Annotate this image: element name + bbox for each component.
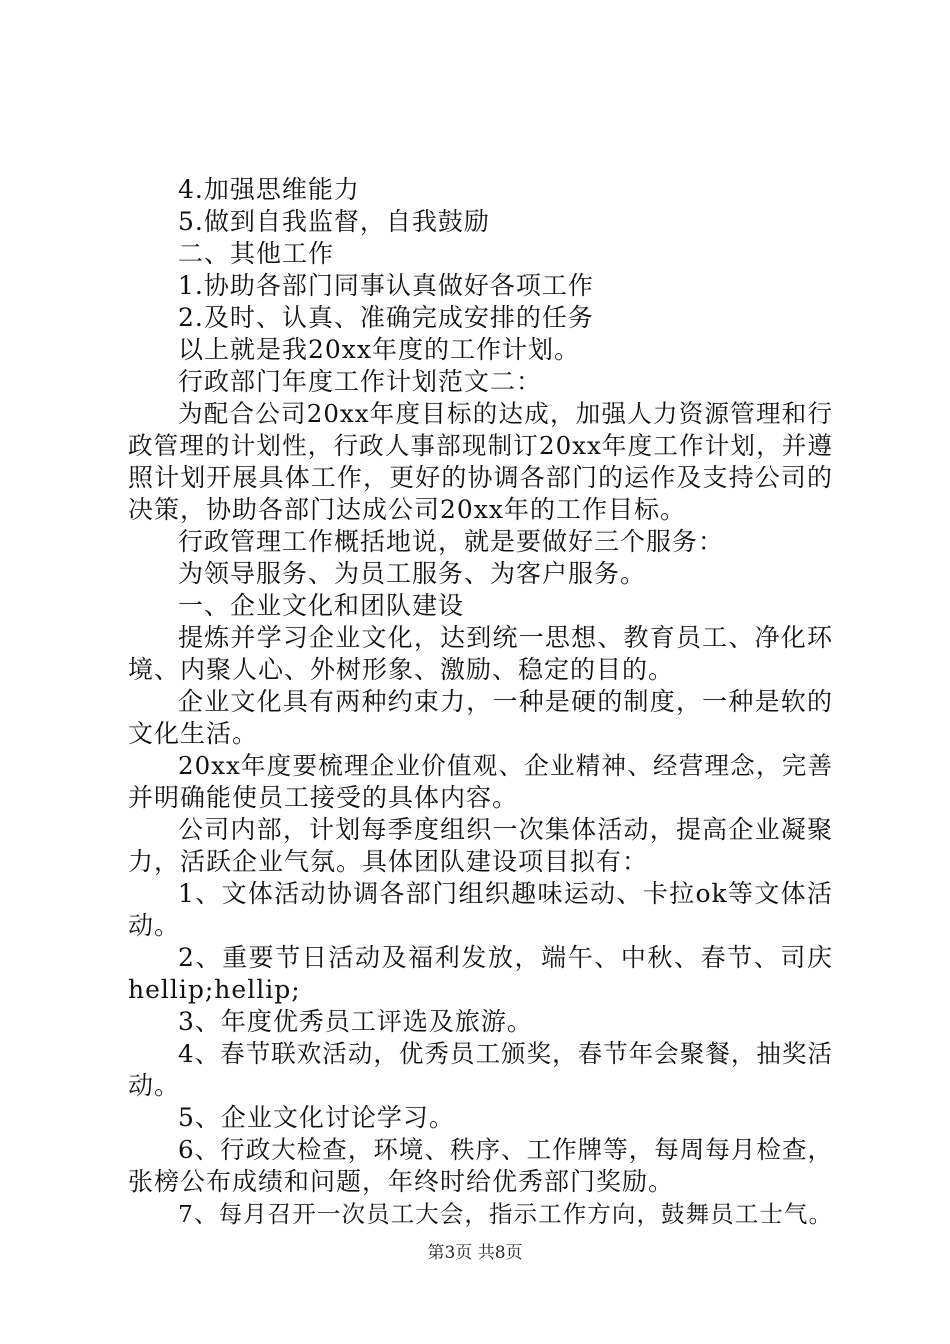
- document-line: 行政管理工作概括地说，就是要做好三个服务：: [178, 527, 725, 556]
- document-line: 5、企业文化讨论学习。: [178, 1103, 455, 1132]
- document-line: 公司内部，计划每季度组织一次集体活动，提高企业凝聚: [178, 815, 833, 844]
- document-line: 6、行政大检查，环境、秩序、工作牌等，每周每月检查，: [178, 1135, 833, 1164]
- document-line: 4、春节联欢活动，优秀员工颁奖，春节年会聚餐，抽奖活: [178, 1039, 833, 1068]
- document-line: 为配合公司20xx年度目标的达成，加强人力资源管理和行: [178, 399, 833, 428]
- document-line: 提炼并学习企业文化，达到统一思想、教育员工、净化环: [178, 623, 833, 652]
- document-line: 文化生活。: [128, 719, 259, 748]
- document-line: 动。: [128, 911, 181, 940]
- document-line: 以上就是我20xx年度的工作计划。: [178, 335, 581, 364]
- document-line: 决策，协助各部门达成公司20xx年的工作目标。: [128, 495, 687, 524]
- document-line: 一、企业文化和团队建设: [178, 591, 465, 620]
- document-line: hellip;hellip;: [128, 975, 301, 1004]
- document-line: 政管理的计划性，行政人事部现制订20xx年度工作计划，并遵: [128, 431, 833, 460]
- document-line: 企业文化具有两种约束力，一种是硬的制度，一种是软的: [178, 687, 833, 716]
- document-line: 为领导服务、为员工服务、为客户服务。: [178, 559, 647, 588]
- document-line: 力，活跃企业气氛。具体团队建设项目拟有：: [128, 847, 649, 876]
- document-line: 动。: [128, 1071, 181, 1100]
- page-footer: 第3页 共8页: [427, 1243, 523, 1263]
- document-line: 1.协助各部门同事认真做好各项工作: [178, 271, 594, 300]
- document-line: 行政部门年度工作计划范文二：: [178, 367, 543, 396]
- document-line: 7、每月召开一次员工大会，指示工作方向，鼓舞员工士气。: [178, 1200, 833, 1228]
- document-line: 4.加强思维能力: [178, 175, 360, 204]
- document-line: 3、年度优秀员工评选及旅游。: [178, 1007, 533, 1036]
- document-line: 张榜公布成绩和问题，年终时给优秀部门奖励。: [128, 1167, 675, 1196]
- document-line: 5.做到自我监督，自我鼓励: [178, 207, 490, 236]
- document-line: 2、重要节日活动及福利发放，端午、中秋、春节、司庆: [178, 943, 833, 972]
- document-body: [128, 174, 833, 1230]
- document-line: 20xx年度要梳理企业价值观、企业精神、经营理念，完善: [178, 751, 833, 780]
- document-line: 二、其他工作: [178, 239, 335, 268]
- document-line: 境、内聚人心、外树形象、激励、稳定的目的。: [128, 655, 675, 684]
- document-line: 1、文体活动协调各部门组织趣味运动、卡拉ok等文体活: [178, 879, 833, 908]
- document-line: 并明确能使员工接受的具体内容。: [128, 783, 519, 812]
- document-line: 照计划开展具体工作，更好的协调各部门的运作及支持公司的: [128, 463, 833, 492]
- document-line: 2.及时、认真、准确完成安排的任务: [178, 303, 594, 332]
